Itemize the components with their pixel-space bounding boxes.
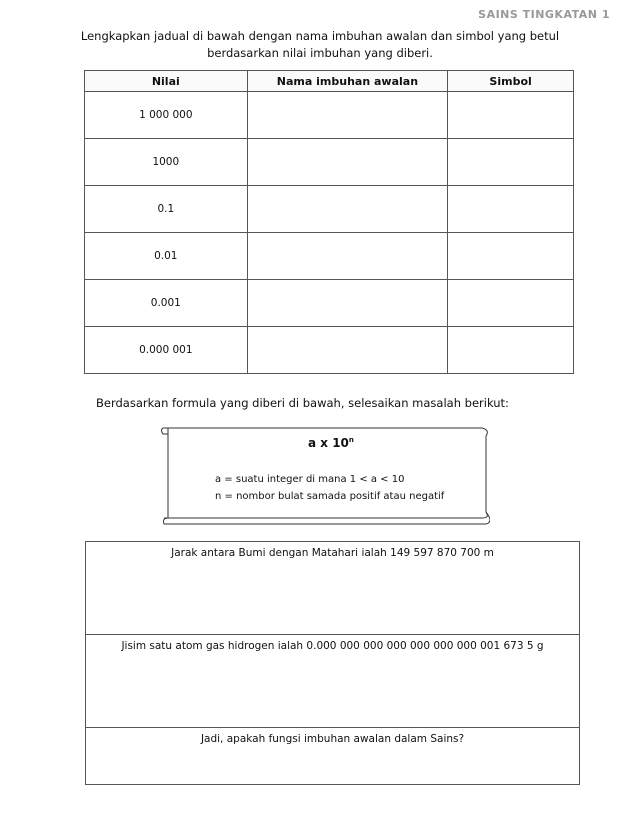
problem-row: [86, 728, 580, 785]
instruction: [40, 28, 600, 62]
table-row: [85, 280, 574, 327]
name-answer-cell[interactable]: [247, 280, 448, 327]
problem-hydrogen-mass[interactable]: Jisim satu atom gas hidrogen ialah 0.000 000 000 000 000 000 000 001 673 5 g: [86, 635, 580, 728]
table-row: [85, 139, 574, 186]
formula-base: a x 10: [308, 436, 349, 450]
definition-n: n = nombor bulat samada positif atau negatif: [215, 491, 445, 502]
symbol-answer-cell[interactable]: [448, 139, 574, 186]
table-header-row: [85, 71, 574, 92]
symbol-answer-cell[interactable]: [448, 186, 574, 233]
problem-row: [86, 542, 580, 635]
instruction-line-2: berdasarkan nilai imbuhan yang diberi.: [207, 46, 433, 60]
symbol-answer-cell[interactable]: [448, 327, 574, 374]
value-cell: 0.000 001: [85, 327, 248, 374]
header-nama: Nama imbuhan awalan: [247, 71, 448, 92]
problem-prefix-function[interactable]: Jadi, apakah fungsi imbuhan awalan dalam Sains?: [86, 728, 580, 785]
definition-a: a = suatu integer di mana 1 < a < 10: [215, 474, 405, 485]
symbol-answer-cell[interactable]: [448, 280, 574, 327]
symbol-answer-cell[interactable]: [448, 92, 574, 139]
name-answer-cell[interactable]: [247, 186, 448, 233]
table-row: [85, 327, 574, 374]
value-cell: 0.1: [85, 186, 248, 233]
problems-table: [85, 541, 580, 785]
page-header: SAINS TINGKATAN 1: [478, 8, 610, 21]
problem-distance[interactable]: Jarak antara Bumi dengan Matahari ialah 149 597 870 700 m: [86, 542, 580, 635]
name-answer-cell[interactable]: [247, 92, 448, 139]
table-row: [85, 186, 574, 233]
value-cell: 1000: [85, 139, 248, 186]
name-answer-cell[interactable]: [247, 233, 448, 280]
value-cell: 1 000 000: [85, 92, 248, 139]
problem-row: [86, 635, 580, 728]
value-cell: 0.001: [85, 280, 248, 327]
table-row: [85, 233, 574, 280]
name-answer-cell[interactable]: [247, 139, 448, 186]
header-nilai: Nilai: [85, 71, 248, 92]
value-cell: 0.01: [85, 233, 248, 280]
symbol-answer-cell[interactable]: [448, 233, 574, 280]
formula-expression: [308, 436, 354, 450]
table-row: [85, 92, 574, 139]
instruction-line-1: Lengkapkan jadual di bawah dengan nama imbuhan awalan dan simbol yang betul: [80, 29, 560, 43]
prefix-table: [84, 70, 574, 374]
formula-intro: Berdasarkan formula yang diberi di bawah, selesaikan masalah berikut:: [96, 396, 509, 410]
header-simbol: Simbol: [448, 71, 574, 92]
name-answer-cell[interactable]: [247, 327, 448, 374]
formula-exponent: n: [348, 436, 354, 444]
